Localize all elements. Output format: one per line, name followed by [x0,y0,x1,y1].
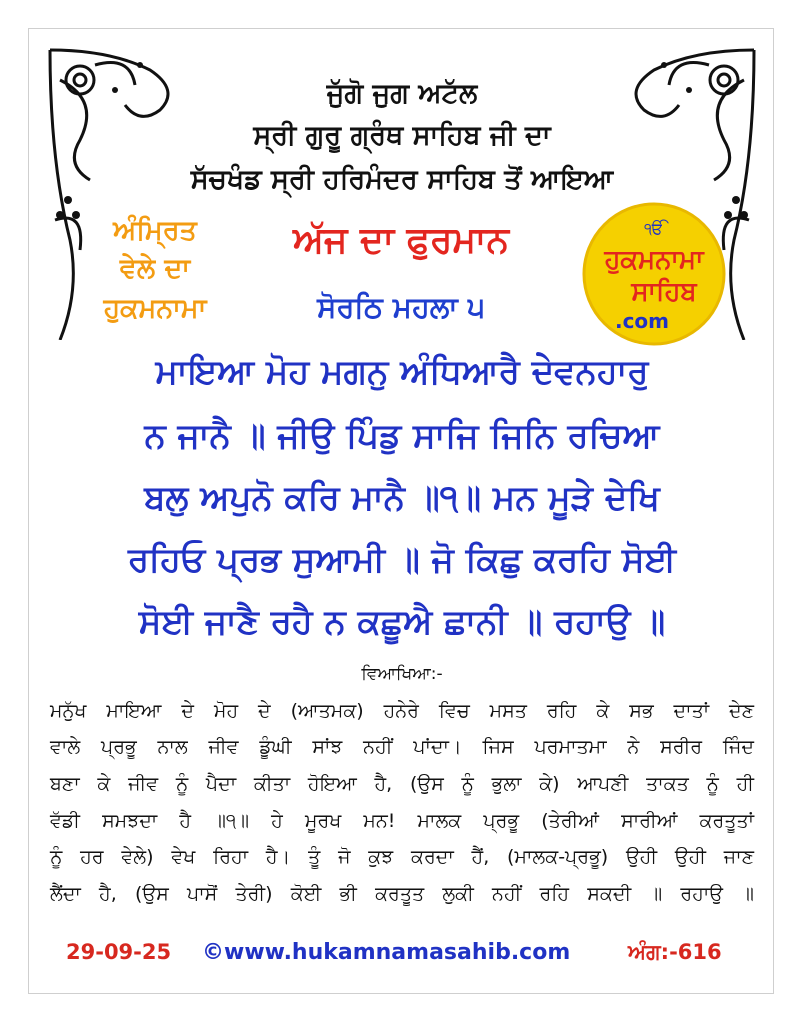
logo-line-3: .com [614,309,670,333]
amrit-label-line-1: ਅੰਮ੍ਰਿਤ [113,215,197,246]
shabad-line-3: ਬਲੁ ਅਪੁਨੋ ਕਰਿ ਮਾਨੈ ॥੧॥ ਮਨ ਮੂੜੇ ਦੇਖਿ [144,478,660,518]
vyakhia-line-2: ਵਾਲੇ ਪ੍ਰਭੂ ਨਾਲ ਜੀਵ ਡੂੰਘੀ ਸਾਂਝ ਨਹੀਂ ਪਾਂਦਾ। ਜਿਸ ਪਰਮਾਤਮਾ ਨੇ ਸਰੀਰ ਜਿੰਦ [50,736,754,758]
shabad-line-2: ਨ ਜਾਨੈ ॥ ਜੀਉ ਪਿੰਡੁ ਸਾਜਿ ਜਿਨਿ ਰਚਿਆ [144,416,660,456]
logo-line-1: ਹੁਕਮਨਾਮਾ [604,245,704,275]
footer-ang: ਅੰਗ:-616 [628,940,722,964]
header-line-1: ਜੁੱਗੋ ਜੁਗ ਅਟੱਲ [326,78,478,109]
shabad-line-4: ਰਹਿਓ ਪ੍ਰਭ ਸੁਆਮੀ ॥ ਜੋ ਕਿਛੁ ਕਰਹਿ ਸੋਈ [127,540,677,580]
raag-heading: ਸੋਰਠਿ ਮਹਲਾ ੫ [317,290,485,324]
footer-date: 29-09-25 [66,940,172,964]
amrit-label-line-2: ਵੇਲੇ ਦਾ [119,253,191,284]
shabad-line-5: ਸੋਈ ਜਾਣੈ ਰਹੈ ਨ ਕਛੂਐ ਛਾਨੀ ॥ ਰਹਾਉ ॥ [138,602,666,642]
hukamnama-sahib-logo [578,200,730,348]
vyakhia-line-5: ਨੂੰ ਹਰ ਵੇਲੇ) ਵੇਖ ਰਿਹਾ ਹੈ। ਤੂੰ ਜੋ ਕੁਝ ਕਰਦਾ ਹੈਂ, (ਮਾਲਕ-ਪ੍ਰਭੂ) ਉਹੀ ਉਹੀ ਜਾਣ [50,846,754,868]
logo-symbol: ੴ [644,219,664,238]
vyakhia-line-4: ਵੱਡੀ ਸਮਝਦਾ ਹੈ ॥੧॥ ਹੇ ਮੂਰਖ ਮਨ! ਮਾਲਕ ਪ੍ਰਭੂ (ਤੇਰੀਆਂ ਸਾਰੀਆਂ ਕਰਤੂਤਾਂ [50,810,754,832]
vyakhia-line-1: ਮਨੁੱਖ ਮਾਇਆ ਦੇ ਮੋਹ ਦੇ (ਆਤਮਕ) ਹਨੇਰੇ ਵਿਚ ਮਸਤ ਰਹਿ ਕੇ ਸਭ ਦਾਤਾਂ ਦੇਣ [50,700,754,722]
page-title: ਅੱਜ ਦਾ ਫੁਰਮਾਨ [293,220,509,261]
amrit-label-line-3: ਹੁਕਮਨਾਮਾ [103,293,207,324]
header-line-3: ਸੱਚਖੰਡ ਸ੍ਰੀ ਹਰਿਮੰਦਰ ਸਾਹਿਬ ਤੋਂ ਆਇਆ [190,164,614,195]
logo-circle-icon [578,200,730,348]
footer-website-link[interactable]: ©www.hukamnamasahib.com [202,940,571,965]
vyakhia-line-6: ਲੈਂਦਾ ਹੈ, (ਉਸ ਪਾਸੋਂ ਤੇਰੀ) ਕੋਈ ਭੀ ਕਰਤੂਤ ਲੁਕੀ ਨਹੀਂ ਰਹਿ ਸਕਦੀ ॥ ਰਹਾਉ ॥ [50,883,754,905]
header-line-2: ਸ੍ਰੀ ਗੁਰੂ ਗ੍ਰੰਥ ਸਾਹਿਬ ਜੀ ਦਾ [253,120,551,151]
vyakhia-line-3: ਬਣਾ ਕੇ ਜੀਵ ਨੂੰ ਪੈਦਾ ਕੀਤਾ ਹੋਇਆ ਹੈ, (ਉਸ ਨੂੰ ਭੁਲਾ ਕੇ) ਆਪਣੀ ਤਾਕਤ ਨੂੰ ਹੀ [50,773,754,795]
shabad-line-1: ਮਾਇਆ ਮੋਹ ਮਗਨੁ ਅੰਧਿਆਰੈ ਦੇਵਨਹਾਰੁ [155,352,649,392]
vyakhia-heading: ਵਿਆਖਿਆ:- [361,664,443,684]
logo-line-2: ਸਾਹਿਬ [631,277,697,307]
